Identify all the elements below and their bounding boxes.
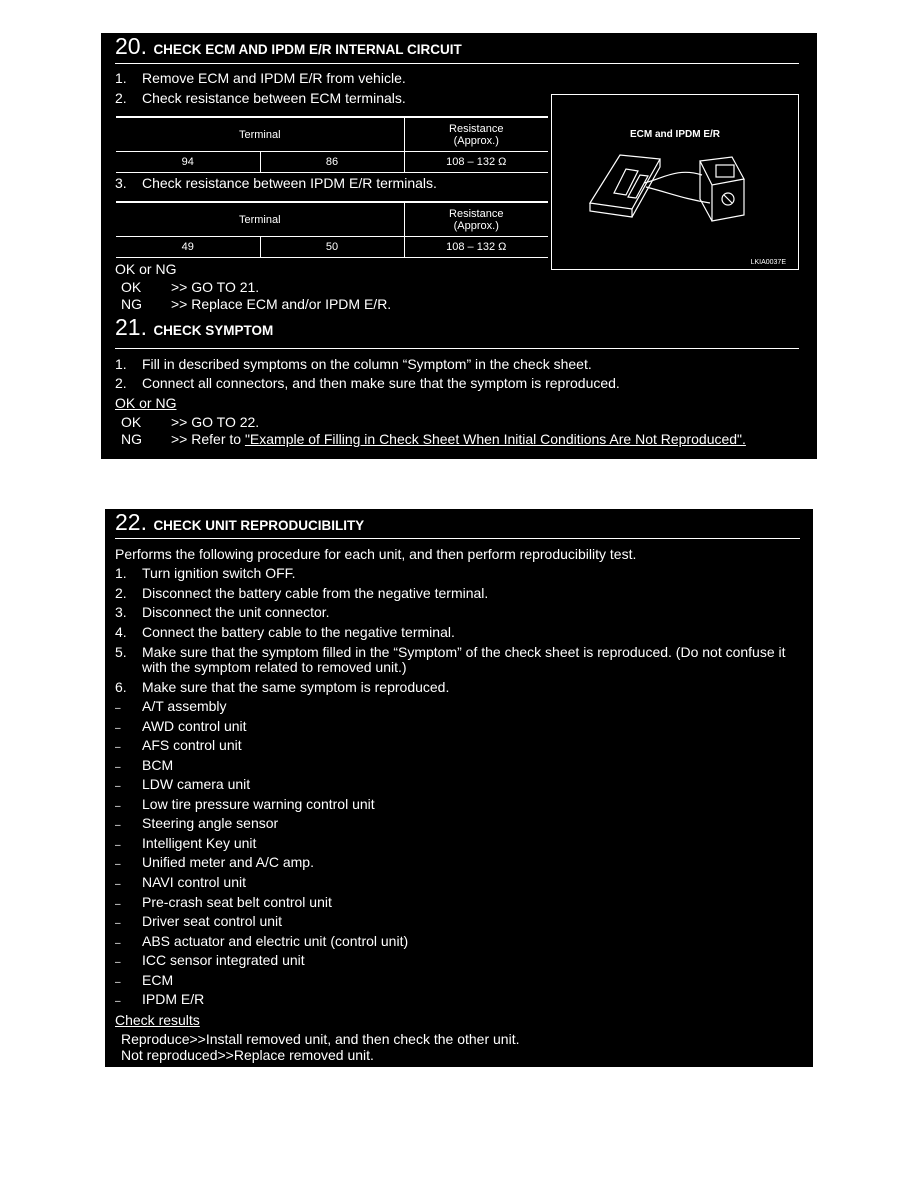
step-20-number: 20. (115, 33, 147, 59)
unit-list-item (115, 737, 242, 756)
unit-list-item (115, 718, 247, 737)
step-21-title: CHECK SYMPTOM (153, 323, 274, 338)
unit-name: AWD control unit (142, 718, 247, 734)
check-results-label: Check results (115, 1012, 200, 1028)
step-20-rule (115, 63, 799, 64)
step-22-intro: Performs the following procedure for each unit, and then perform reproducibility test. (115, 546, 637, 562)
bullet-dash: – (115, 801, 121, 812)
figure-code: LKIA0037E (750, 259, 786, 266)
ipdm-resistance-value: 108 – 132 Ω (404, 237, 548, 258)
ipdm-terminal-a: 49 (116, 237, 260, 258)
unit-list-item (115, 776, 250, 795)
bullet-dash: – (115, 859, 121, 870)
unit-list-item (115, 698, 227, 717)
ecm-ipdm-figure (551, 94, 799, 270)
unit-name: Unified meter and A/C amp. (142, 854, 314, 870)
ecm-resistance-table (116, 116, 548, 173)
procedure-block-22 (105, 509, 813, 1067)
unit-list-item (115, 972, 173, 991)
step-20-item-2: 2. Check resistance between ECM terminals. (115, 90, 406, 106)
bullet-dash: – (115, 762, 121, 773)
unit-name: LDW camera unit (142, 776, 251, 792)
unit-list-item (115, 815, 278, 834)
unit-list-item (115, 894, 332, 913)
unit-list-item (115, 874, 246, 893)
bullet-dash: – (115, 742, 121, 753)
step-22-item-5-continued: with the symptom related to removed unit.) (142, 659, 407, 675)
procedure-block-20-21 (101, 33, 817, 459)
bullet-dash: – (115, 879, 121, 890)
unit-name: Steering angle sensor (142, 815, 279, 831)
unit-list-item (115, 796, 375, 815)
step-22-item-5: 5. Make sure that the symptom filled in the “Symptom” of the check sheet is reproduced. (Do not confuse it (115, 644, 786, 660)
ipdm-table-header-terminal: Terminal (116, 202, 404, 237)
step-21-number: 21. (115, 314, 147, 340)
step-22-item-4: 4. Connect the battery cable to the negative terminal. (115, 624, 455, 640)
step-22-number: 22. (115, 509, 147, 535)
unit-name: Pre-crash seat belt control unit (142, 894, 332, 910)
bullet-dash: – (115, 938, 121, 949)
bullet-dash: – (115, 820, 121, 831)
unit-list-item (115, 933, 408, 952)
ecm-table-header-terminal: Terminal (116, 117, 404, 152)
ipdm-table-header-resistance: Resistance (Approx.) (404, 202, 548, 237)
bullet-dash: – (115, 840, 121, 851)
step-22-heading (115, 509, 364, 536)
step-20-title: CHECK ECM AND IPDM E/R INTERNAL CIRCUIT (153, 42, 462, 57)
ecm-resistance-value: 108 – 132 Ω (404, 152, 548, 173)
unit-name: Driver seat control unit (142, 913, 283, 929)
unit-list-item (115, 854, 314, 873)
step-21-ng-line: NG >> Refer to "Example of Filling in Check Sheet When Initial Conditions Are Not Reproduced". (121, 431, 746, 447)
bullet-dash: – (115, 957, 121, 968)
step-20-heading (115, 33, 462, 60)
bullet-dash: – (115, 723, 121, 734)
step-20-item-1: 1. Remove ECM and IPDM E/R from vehicle. (115, 70, 406, 86)
step-20-item-3: 3. Check resistance between IPDM E/R terminals. (115, 175, 437, 191)
unit-name: AFS control unit (142, 737, 242, 753)
ecm-terminal-b: 86 (260, 152, 404, 173)
bullet-dash: – (115, 996, 121, 1007)
step-22-title: CHECK UNIT REPRODUCIBILITY (153, 518, 365, 533)
unit-name: A/T assembly (142, 698, 227, 714)
unit-name: Intelligent Key unit (142, 835, 257, 851)
step-21-heading (115, 314, 273, 341)
not-reproduced-result: Not reproduced>>Replace removed unit. (121, 1047, 374, 1063)
step-21-ok-ng-label: OK or NG (115, 395, 177, 411)
step-22-item-1: 1. Turn ignition switch OFF. (115, 565, 296, 581)
unit-list-item (115, 913, 282, 932)
ecm-ipdm-illustration-icon (552, 95, 798, 269)
ipdm-terminal-b: 50 (260, 237, 404, 258)
step-22-item-3: 3. Disconnect the unit connector. (115, 604, 330, 620)
bullet-dash: – (115, 977, 121, 988)
ecm-terminal-a: 94 (116, 152, 260, 173)
step-22-item-6: 6. Make sure that the same symptom is reproduced. (115, 679, 450, 695)
unit-name: ECM (142, 972, 174, 988)
step-20-ok-ng-label: OK or NG (115, 261, 177, 277)
ipdm-resistance-table (116, 201, 548, 258)
unit-list-item (115, 835, 256, 854)
reproduce-result: Reproduce>>Install removed unit, and then check the other unit. (121, 1031, 520, 1047)
step-22-rule (115, 538, 800, 539)
bullet-dash: – (115, 918, 121, 929)
check-sheet-example-link[interactable]: "Example of Filling in Check Sheet When Initial Conditions Are Not Reproduced". (244, 431, 746, 447)
unit-name: ABS actuator and electric unit (control unit) (142, 933, 409, 949)
unit-name: Low tire pressure warning control unit (142, 796, 375, 812)
step-21-ok-line: OK >> GO TO 22. (121, 414, 260, 430)
step-20-ng-line: NG >> Replace ECM and/or IPDM E/R. (121, 296, 392, 312)
step-22-item-2: 2. Disconnect the battery cable from the negative terminal. (115, 585, 489, 601)
unit-name: NAVI control unit (142, 874, 247, 890)
step-21-rule (115, 348, 799, 349)
bullet-dash: – (115, 899, 121, 910)
unit-list-item (115, 952, 305, 971)
unit-name: IPDM E/R (142, 991, 205, 1007)
bullet-dash: – (115, 703, 121, 714)
figure-title: ECM and IPDM E/R (629, 129, 720, 140)
step-21-item-2: 2. Connect all connectors, and then make sure that the symptom is reproduced. (115, 375, 620, 391)
step-21-item-1: 1. Fill in described symptoms on the column “Symptom” in the check sheet. (115, 356, 592, 372)
step-20-ok-line: OK >> GO TO 21. (121, 279, 260, 295)
unit-name: ICC sensor integrated unit (142, 952, 305, 968)
ecm-table-header-resistance: Resistance (Approx.) (404, 117, 548, 152)
unit-list-item (115, 757, 173, 776)
unit-list-item (115, 991, 204, 1010)
bullet-dash: – (115, 781, 121, 792)
unit-name: BCM (142, 757, 174, 773)
